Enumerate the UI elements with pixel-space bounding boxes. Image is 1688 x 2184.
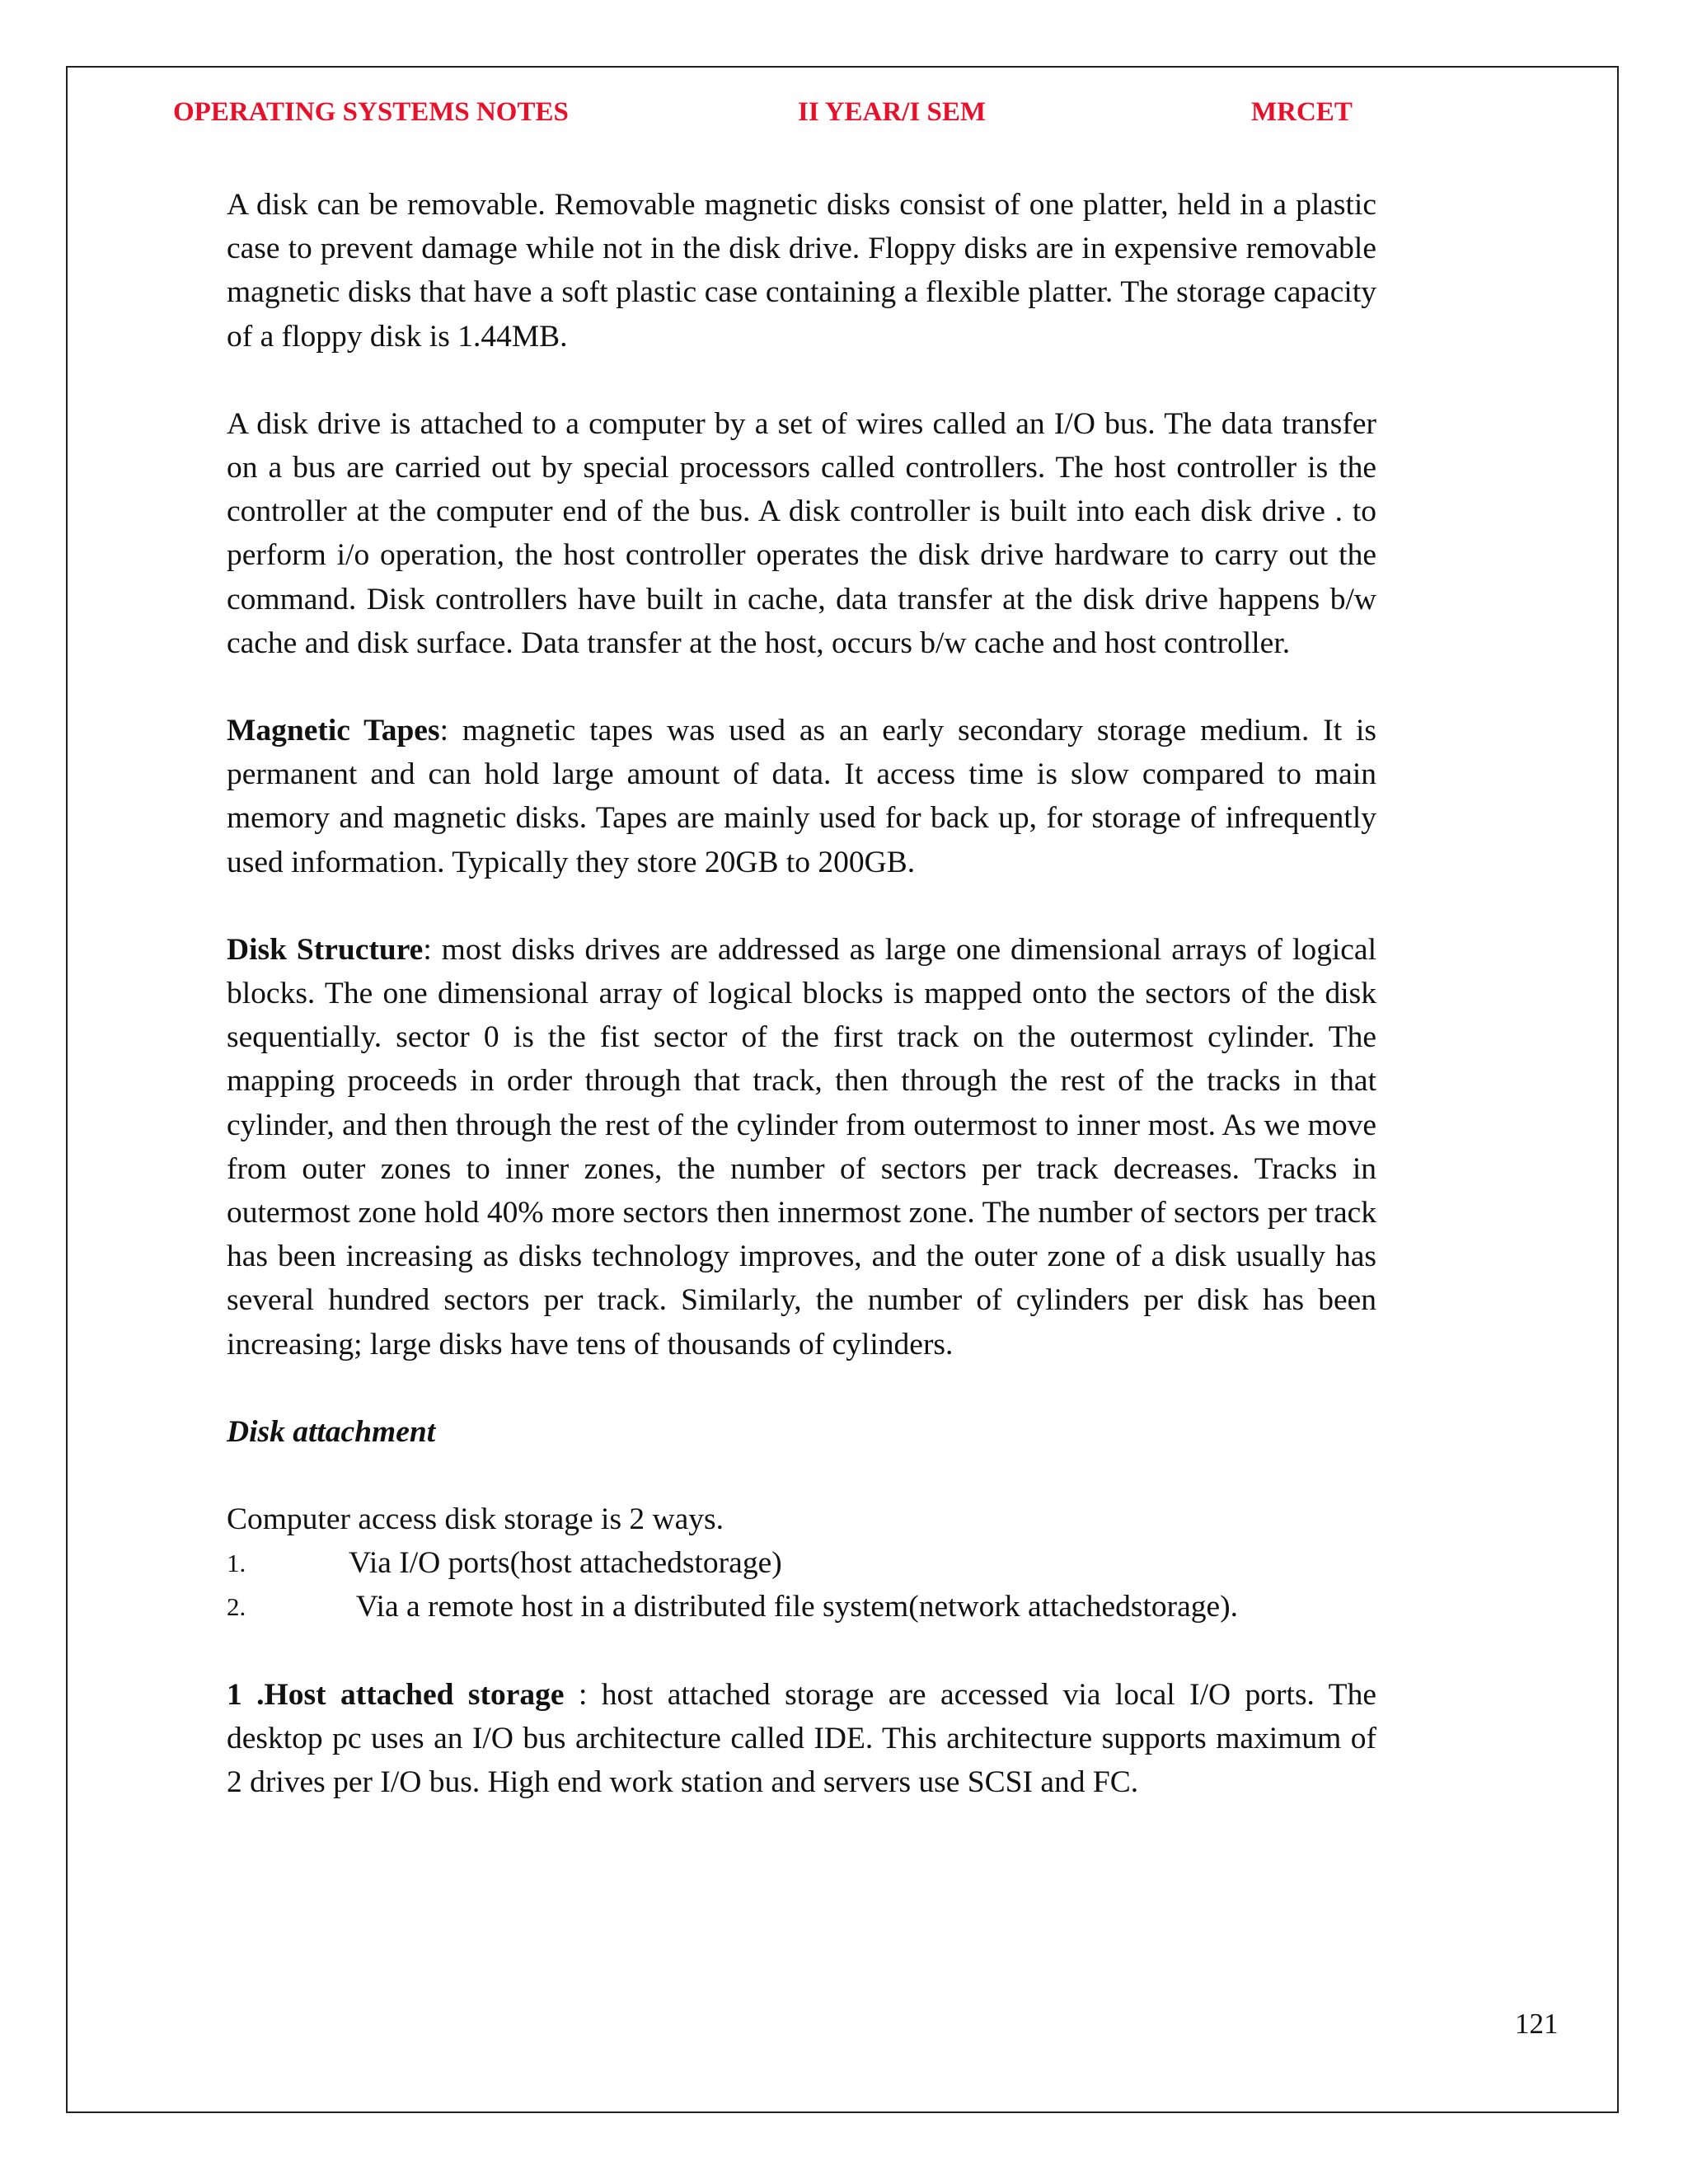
paragraph-io-bus: A disk drive is attached to a computer by a set of wires called an I/O bus. The data transfer on a bus are carried out by special processors called controllers. The host controller is the controller at the computer end of the bus. A disk controller is built into each disk drive . to perform i/o operation, the host controller operates the disk drive hardware to carry out the command. Disk controllers have built in cache, data transfer at the disk drive happens b/w cache and disk surface. Data transfer at the host, occurs b/w cache and host controller. [227,406,1376,660]
page-content [227,183,1376,1848]
text-host-attached-storage: : host attached storage are accessed via local I/O ports. The desktop pc uses an I/O bus architecture called IDE. This architecture supports maximum of 2 drives per I/O bus. High end work station and servers use SCSI and FC. [227,1677,1376,1800]
term-host-attached-storage: 1 .Host attached storage [227,1677,565,1712]
list-item [227,1541,1376,1585]
paragraph-host-attached-storage [227,1673,1376,1805]
text-disk-structure: : most disks drives are addressed as large one dimensional arrays of logical blocks. The one dimensional array of logical blocks is mapped onto the sectors of the disk sequentially. sector 0 is the fist sector of the first track on the outermost cylinder. The mapping proceeds in order through that track, then through the rest of the tracks in that cylinder, and then through the rest of the cylinder from outermost to inner most. As we move from outer zones to inner zones, the number of sectors per track decreases. Tracks in outermost zone hold 40% more sectors then innermost zone. The number of sectors per track has been increasing as disks technology improves, and the outer zone of a disk usually has several hundred sectors per track. Similarly, the number of cylinders per disk has been increasing; large disks have tens of thousands of cylinders. [227,932,1376,1361]
attachment-intro: Computer access disk storage is 2 ways. [227,1502,724,1537]
list-item-text: Via I/O ports(host attachedstorage) [349,1546,782,1581]
list-item-number: 2. [227,1592,246,1622]
page-number: 121 [1515,2008,1559,2040]
heading-disk-attachment: Disk attachment [227,1414,436,1449]
paragraph-disk-structure [227,928,1376,1366]
paragraph-magnetic-tapes [227,709,1376,884]
attachment-list [227,1541,1376,1629]
list-item-number: 1. [227,1549,246,1578]
page-header [0,97,1688,138]
list-item [227,1585,1376,1629]
paragraph-removable-disks: A disk can be removable. Removable magnetic disks consist of one platter, held in a plastic case to prevent damage while not in the disk drive. Floppy disks are in expensive removable magnetic disks that have a soft plastic case containing a flexible platter. The storage capacity of a floppy disk is 1.44MB. [227,188,1376,354]
header-institution: MRCET [1251,97,1353,127]
header-year-semester: II YEAR/I SEM [798,97,986,127]
text-magnetic-tapes: : magnetic tapes was used as an early secondary storage medium. It is permanent and can hold large amount of data. It access time is slow compared to main memory and magnetic disks. Tapes are mainly used for back up, for storage of infrequently used information. Typically they store 20GB to 200GB. [227,714,1377,879]
list-item-text: Via a remote host in a distributed file system(network attachedstorage). [349,1590,1239,1624]
term-magnetic-tapes: Magnetic Tapes [227,714,440,748]
term-disk-structure: Disk Structure [227,932,424,967]
header-course-title: OPERATING SYSTEMS NOTES [173,97,569,127]
